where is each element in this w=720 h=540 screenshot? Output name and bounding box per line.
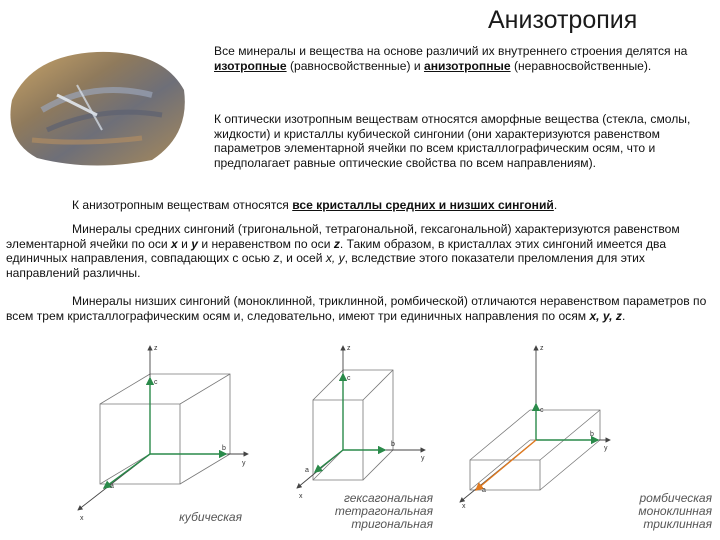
axis-x-label: x	[80, 515, 84, 522]
term-anisotropic: анизотропные	[423, 58, 511, 73]
term-isotropic: изотропные	[214, 58, 287, 73]
slide-title: Анизотропия	[488, 6, 638, 34]
axis-z-label: z	[540, 345, 544, 352]
axis-y-label: y	[242, 460, 246, 467]
mineral-photo	[2, 40, 192, 175]
paragraph-medium-syngonies: Минералы средних сингоний (тригональной, тетрагональной, гексагональной) характеризуются равенством элементарной ячейки по оси x и y и неравенством по оси z. Таким образом, в кристаллах этих сингоний имеется два единичных направления, совпадающих с осью z, и осей x, y, вследствие этого показатели преломления для этих направлений различны.	[6, 222, 680, 280]
axis-y-label: y	[604, 445, 608, 452]
axis-y-label: y	[421, 455, 425, 462]
crystal-lower-diagram	[450, 340, 620, 510]
axis-b-label: b	[391, 441, 395, 448]
axis-z-label: z	[347, 345, 351, 352]
paragraph-lower-syngonies: Минералы низших сингоний (моноклинной, триклинной, ромбической) отличаются неравенством параметров по всем трем кристаллографическим осям и, следовательно, имеют три единичных направления по осям x, y, z.	[6, 294, 707, 323]
paragraph-classification: Все минералы и вещества на основе различий их внутреннего строения делятся на изотропные (равносвойственные) и анизотропные (неравносвойственные).	[214, 44, 688, 73]
paragraph-isotropic: К оптически изотропным веществам относятся аморфные вещества (стекла, смолы, жидкости) и кристаллы кубической сингонии (они характеризуются равенством параметров элементарной ячейки по всем кристаллографическим осям, что и предполагает равные оптические свойства по всем направлениям).	[214, 112, 691, 170]
axis-a-label: a	[305, 467, 309, 474]
axis-x-label: x	[299, 493, 303, 500]
caption-medium: гексагональная тетрагональная тригональная	[334, 491, 433, 531]
term-medium-lower-syngonies: все кристаллы средних и низших сингоний	[292, 198, 554, 212]
crystal-medium-diagram	[285, 340, 435, 500]
axis-a-label: a	[482, 487, 486, 494]
axis-c-label: c	[154, 379, 158, 386]
axis-c-label: c	[540, 407, 544, 414]
caption-lower: ромбическая моноклинная триклинная	[638, 491, 712, 531]
paragraph-anisotropic: К анизотропным веществам относятся все кристаллы средних и низших сингоний.	[72, 198, 558, 212]
axis-x-label: x	[462, 503, 466, 510]
axis-z-label: z	[154, 345, 158, 352]
axis-a-label: a	[110, 483, 114, 490]
axis-c-label: c	[347, 375, 351, 382]
axis-b-label: b	[222, 445, 226, 452]
crystal-cubic-diagram	[62, 340, 262, 522]
caption-cubic: кубическая	[179, 510, 242, 524]
axis-b-label: b	[590, 431, 594, 438]
